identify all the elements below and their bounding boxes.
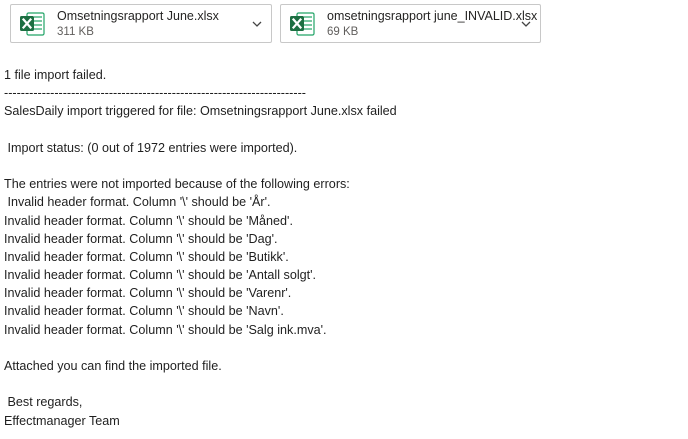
chevron-down-icon[interactable] [520, 18, 532, 30]
chevron-down-icon[interactable] [251, 18, 263, 30]
error-line: Invalid header format. Column '\' should be 'Butikk'. [4, 249, 289, 264]
attachment-card[interactable] [10, 4, 272, 43]
excel-icon [289, 12, 315, 36]
error-line: Invalid header format. Column '\' should be 'År'. [4, 195, 271, 210]
trigger-line: SalesDaily import triggered for file: Omsetningsrapport June.xlsx failed [4, 104, 397, 119]
blank-line [4, 339, 397, 357]
signature-line: Effectmanager Team [4, 413, 120, 428]
status-line: Import status: (0 out of 1972 entries were imported). [4, 140, 298, 155]
error-line: Invalid header format. Column '\' should be 'Salg ink.mva'. [4, 322, 327, 337]
blank-line [4, 375, 397, 393]
attachment-bar [10, 4, 541, 43]
blank-line [4, 121, 397, 139]
errors-intro: The entries were not imported because of the following errors: [4, 177, 350, 192]
attachment-size: 69 KB [327, 26, 359, 38]
attached-line: Attached you can find the imported file. [4, 359, 222, 373]
blank-line [4, 157, 397, 175]
error-line: Invalid header format. Column '\' should be 'Dag'. [4, 231, 278, 246]
error-line: Invalid header format. Column '\' should be 'Antall solgt'. [4, 268, 317, 283]
summary-line: 1 file import failed. [4, 68, 107, 82]
attachment-name: Omsetningsrapport June.xlsx [57, 9, 219, 23]
excel-icon [19, 12, 45, 36]
regards-line: Best regards, [4, 395, 83, 410]
divider-line: ------------------------------------------------------------------------ [4, 86, 306, 101]
attachment-size: 311 KB [57, 26, 94, 38]
attachment-card[interactable] [280, 4, 541, 43]
attachment-name: omsetningsrapport june_INVALID.xlsx [327, 9, 538, 23]
error-line: Invalid header format. Column '\' should be 'Varenr'. [4, 286, 292, 301]
error-line: Invalid header format. Column '\' should be 'Måned'. [4, 213, 293, 228]
error-line: Invalid header format. Column '\' should be 'Navn'. [4, 304, 284, 319]
message-body [4, 66, 397, 430]
